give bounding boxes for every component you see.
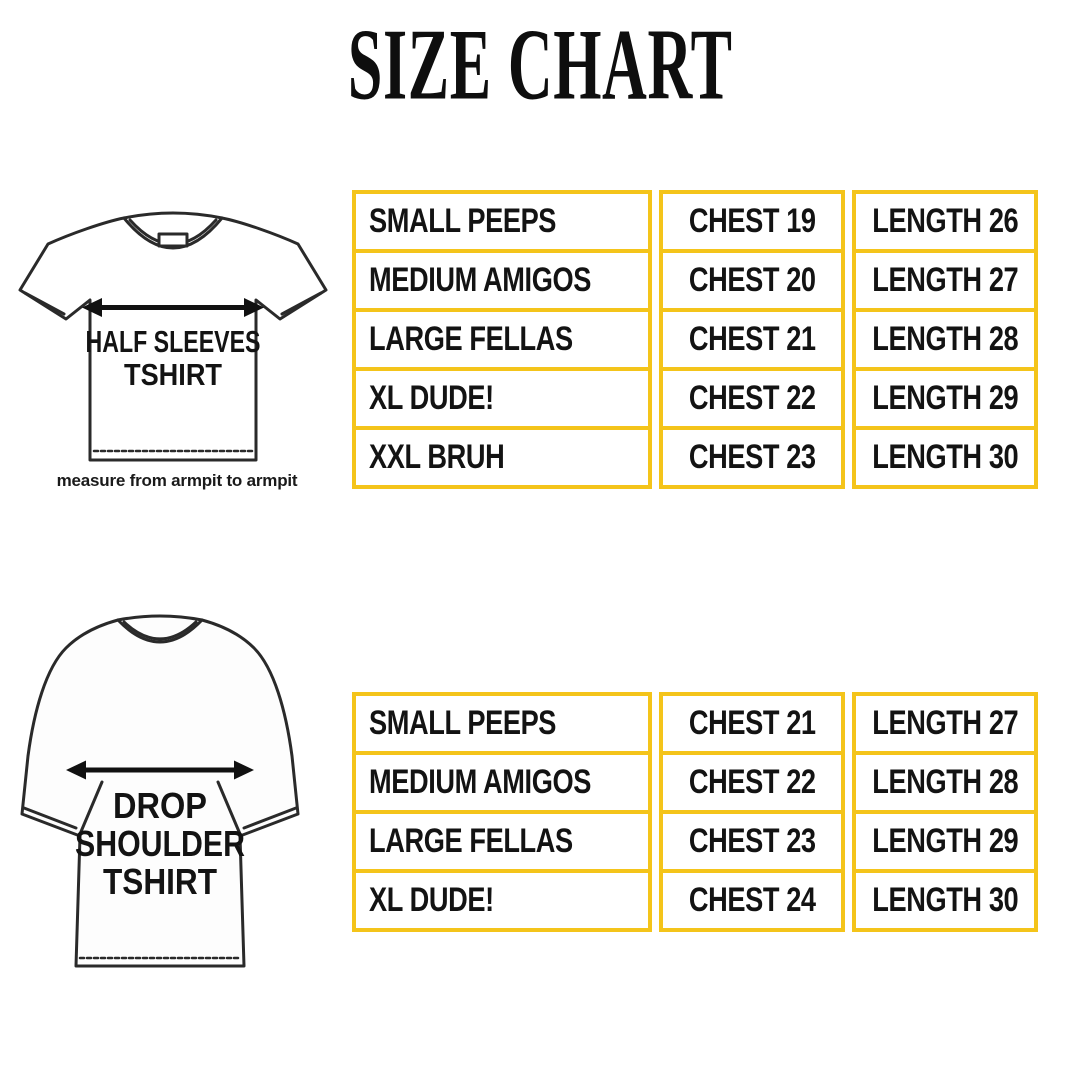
length-label: LENGTH 28 — [871, 763, 1019, 801]
table-row — [352, 869, 1038, 932]
chest-label: CHEST 21 — [688, 320, 816, 358]
size-label: XL DUDE! — [369, 881, 494, 919]
table-row — [352, 367, 1038, 430]
length-label: LENGTH 27 — [871, 261, 1019, 299]
chest-cell — [659, 249, 845, 312]
chest-label: CHEST 21 — [688, 704, 816, 742]
length-cell — [852, 751, 1038, 814]
shirt-label-line2: TSHIRT — [124, 357, 223, 392]
length-label: LENGTH 26 — [871, 202, 1019, 240]
length-cell — [852, 426, 1038, 489]
size-cell — [352, 249, 652, 312]
chest-label: CHEST 20 — [688, 261, 816, 299]
size-cell — [352, 751, 652, 814]
length-label: LENGTH 29 — [871, 379, 1019, 417]
chest-label: CHEST 23 — [688, 822, 816, 860]
page-title: SIZE CHART — [347, 7, 733, 122]
table-row — [352, 190, 1038, 253]
chest-cell — [659, 692, 845, 755]
length-label: LENGTH 28 — [871, 320, 1019, 358]
length-cell — [852, 308, 1038, 371]
shirt-label-line3: TSHIRT — [103, 861, 217, 902]
length-label: LENGTH 29 — [871, 822, 1019, 860]
shirt-label-line1: HALF SLEEVES — [85, 324, 261, 359]
drop-shoulder-shirt-figure — [20, 606, 305, 986]
length-cell — [852, 692, 1038, 755]
chest-label: CHEST 19 — [688, 202, 816, 240]
length-label: LENGTH 30 — [871, 438, 1019, 476]
size-cell — [352, 308, 652, 371]
length-cell — [852, 869, 1038, 932]
length-cell — [852, 810, 1038, 873]
table-row — [352, 308, 1038, 371]
size-label: SMALL PEEPS — [369, 202, 557, 240]
chest-cell — [659, 810, 845, 873]
length-label: LENGTH 30 — [871, 881, 1019, 919]
size-label: XL DUDE! — [369, 379, 494, 417]
size-label: MEDIUM AMIGOS — [369, 261, 591, 299]
length-cell — [852, 190, 1038, 253]
size-label: LARGE FELLAS — [369, 822, 573, 860]
size-label: XXL BRUH — [369, 438, 505, 476]
chest-cell — [659, 751, 845, 814]
chest-cell — [659, 869, 845, 932]
shirt-label-line2: SHOULDER — [75, 823, 245, 864]
chest-cell — [659, 190, 845, 253]
size-cell — [352, 869, 652, 932]
table-row — [352, 692, 1038, 755]
half-sleeves-shirt-figure — [12, 192, 342, 468]
half-sleeves-size-table — [352, 190, 1038, 489]
chest-cell — [659, 367, 845, 430]
measure-caption: measure from armpit to armpit — [56, 471, 298, 490]
length-label: LENGTH 27 — [871, 704, 1019, 742]
table-row — [352, 426, 1038, 489]
chest-label: CHEST 22 — [688, 763, 816, 801]
size-cell — [352, 692, 652, 755]
chest-label: CHEST 22 — [688, 379, 816, 417]
drop-shoulder-size-table — [352, 692, 1038, 932]
page-title-wrap — [0, 7, 1080, 122]
length-cell — [852, 249, 1038, 312]
chest-cell — [659, 426, 845, 489]
size-cell — [352, 426, 652, 489]
size-label: LARGE FELLAS — [369, 320, 573, 358]
shirt-label-line1: DROP — [113, 785, 207, 826]
size-cell — [352, 367, 652, 430]
chest-label: CHEST 24 — [688, 881, 816, 919]
size-label: SMALL PEEPS — [369, 704, 557, 742]
size-label: MEDIUM AMIGOS — [369, 763, 591, 801]
half-sleeves-shirt-icon — [12, 192, 342, 468]
table-row — [352, 810, 1038, 873]
drop-shoulder-shirt-icon — [20, 606, 305, 986]
chest-label: CHEST 23 — [688, 438, 816, 476]
size-cell — [352, 190, 652, 253]
size-cell — [352, 810, 652, 873]
table-row — [352, 249, 1038, 312]
chest-cell — [659, 308, 845, 371]
table-row — [352, 751, 1038, 814]
length-cell — [852, 367, 1038, 430]
